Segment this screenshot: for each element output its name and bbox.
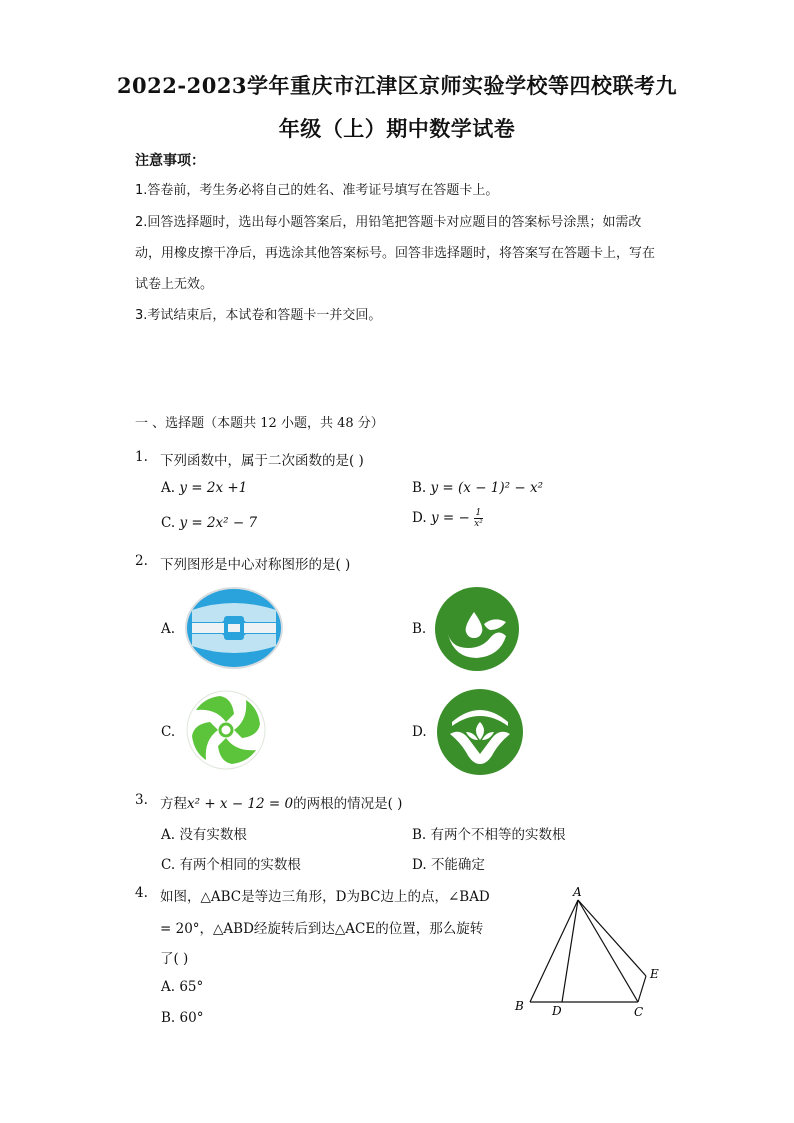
edge-ab xyxy=(530,900,578,1002)
option-formula: y = (x − 1)² − x² xyxy=(430,480,543,496)
question-text: 下列图形是中心对称图形的是( ) xyxy=(160,557,351,573)
option-label: A. xyxy=(161,621,176,637)
edge-ae xyxy=(578,900,646,976)
question-text: 下列函数中，属于二次函数的是( ) xyxy=(160,453,364,469)
question-text-line3: 了( ) xyxy=(160,951,189,967)
option-text: 不能确定 xyxy=(430,857,485,873)
fraction-numerator: 1 xyxy=(475,508,482,518)
option-label: B. xyxy=(412,827,427,843)
option-text: 65° xyxy=(179,979,204,995)
option-a xyxy=(161,480,247,496)
vertex-label-a: A xyxy=(573,885,582,899)
option-formula: y = 2x +1 xyxy=(179,480,248,496)
section-heading: 一 、选择题（本题共 12 小题，共 48 分） xyxy=(135,416,384,431)
option-label: A. xyxy=(161,480,176,496)
option-formula-prefix: y = − xyxy=(430,510,470,526)
option-label: B. xyxy=(412,621,427,637)
option-formula: y = 2x² − 7 xyxy=(179,515,258,531)
option-label: B. xyxy=(412,480,427,496)
edge-ce xyxy=(638,976,646,1002)
option-label: C. xyxy=(161,724,176,740)
fraction-denominator: x² xyxy=(474,519,483,529)
note-item-1: 1.答卷前，考生务必将自己的姓名、准考证号填写在答题卡上。 xyxy=(135,183,499,198)
fraction xyxy=(474,508,483,529)
note-item-3: 3.考试结束后，本试卷和答题卡一并交回。 xyxy=(135,308,382,323)
question-text-line2: = 20°，△ABD经旋转后到达△ACE的位置，那么旋转 xyxy=(160,921,484,937)
question-text xyxy=(160,792,402,812)
green-drop-logo-icon xyxy=(434,586,520,672)
blue-oval-logo-icon xyxy=(184,586,284,670)
option-text: 没有实数根 xyxy=(179,827,247,843)
question-text-prefix: 方程 xyxy=(160,796,187,812)
edge-ac xyxy=(578,900,638,1002)
vertex-label-e: E xyxy=(650,967,659,981)
option-label: D. xyxy=(412,857,427,873)
option-a xyxy=(161,823,247,843)
option-b xyxy=(412,480,543,496)
page-title-line2: 年级（上）期中数学试卷 xyxy=(278,116,516,141)
option-b xyxy=(161,1010,203,1026)
option-text: 有两个不相等的实数根 xyxy=(430,827,566,843)
option-label: A. xyxy=(161,979,176,995)
green-leaf-logo-icon xyxy=(436,688,524,776)
option-b xyxy=(412,823,566,843)
green-pinwheel-logo-icon xyxy=(186,690,266,770)
option-a xyxy=(161,979,203,995)
option-label: C. xyxy=(161,857,176,873)
option-label: B. xyxy=(161,1010,176,1026)
option-text: 60° xyxy=(179,1010,204,1026)
option-label: D. xyxy=(412,724,427,740)
question-number: 4. xyxy=(135,885,148,901)
vertex-label-c: C xyxy=(634,1005,644,1019)
option-d xyxy=(412,853,485,873)
vertex-label-d: D xyxy=(552,1004,562,1018)
option-c xyxy=(161,515,257,531)
option-text: 有两个相同的实数根 xyxy=(179,857,301,873)
question-number: 3. xyxy=(135,792,148,808)
question-text-line1: 如图，△ABC是等边三角形，D为BC边上的点，∠BAD xyxy=(160,889,490,905)
vertex-label-b: B xyxy=(515,999,524,1013)
notes-heading: 注意事项： xyxy=(135,153,205,169)
question-number: 2. xyxy=(135,553,148,569)
option-c xyxy=(161,853,301,873)
option-label: C. xyxy=(161,515,176,531)
option-label: D. xyxy=(412,510,427,526)
option-d xyxy=(412,508,483,529)
equation: x² + x − 12 = 0 xyxy=(187,796,294,812)
question-number: 1. xyxy=(135,449,148,465)
edge-ad xyxy=(562,900,578,1002)
triangle-figure xyxy=(510,882,670,1022)
option-label: A. xyxy=(161,827,176,843)
note-item-2: 2.回答选择题时，选出每小题答案后，用铅笔把答题卡对应题目的答案标号涂黑；如需改动，用橡皮擦干净后，再选涂其他答案标号。回答非选择题时，将答案写在答题卡上，写在试卷上无效。 xyxy=(135,215,656,292)
question-text-suffix: 的两根的情况是( ) xyxy=(293,796,403,812)
page-title-line1: 2022-2023学年重庆市江津区京师实验学校等四校联考九 xyxy=(116,73,678,98)
